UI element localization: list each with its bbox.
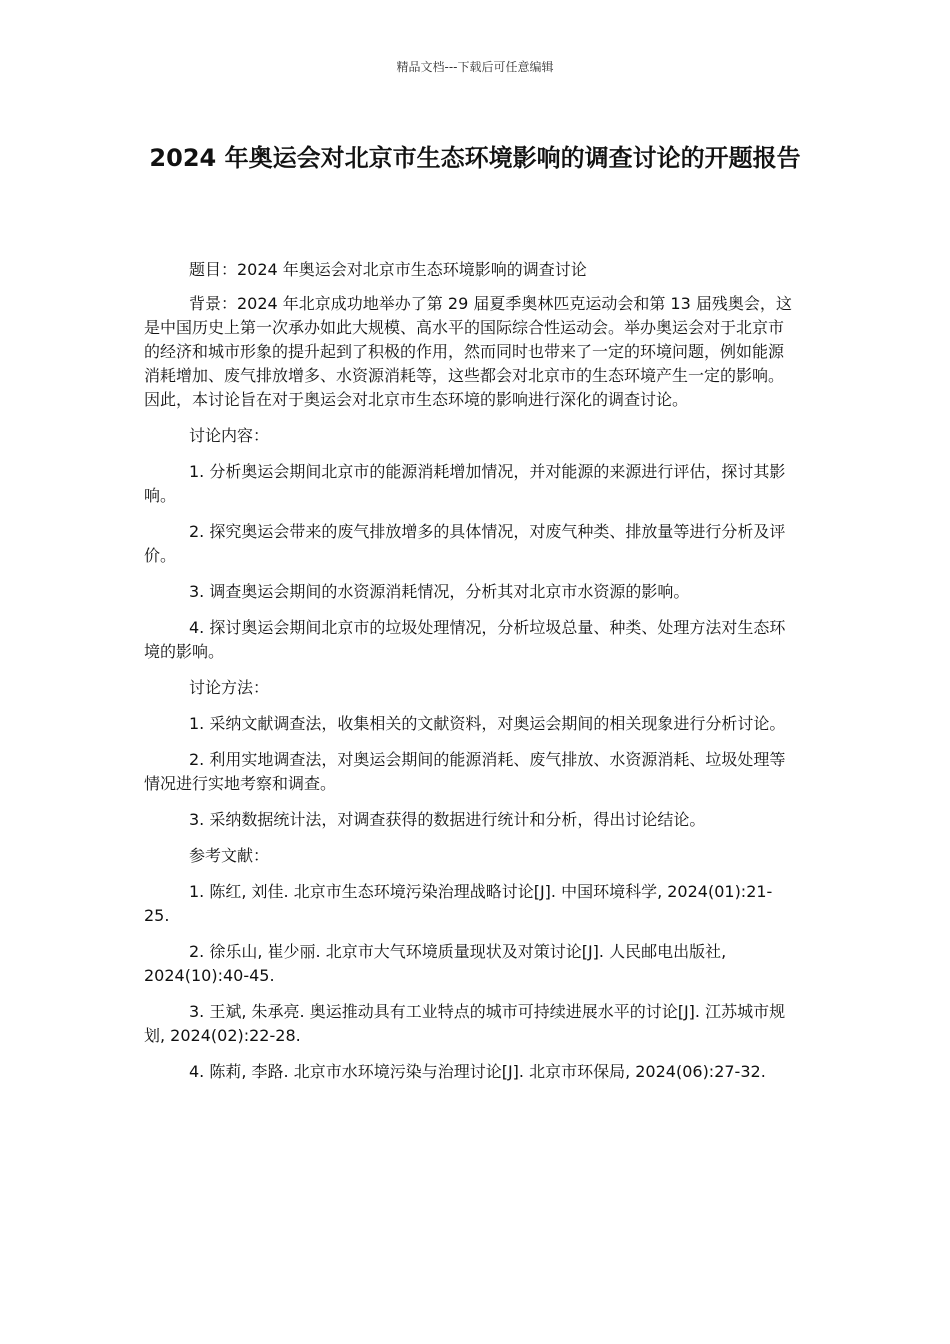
method-heading: 讨论方法： xyxy=(189,678,270,697)
content-item: 2. 探究奥运会带来的废气排放增多的具体情况，对废气种类、排放量等进行分析及评价。 xyxy=(144,522,786,565)
header-note: 精品文档---下载后可任意编辑 xyxy=(396,60,554,74)
background-paragraph: 背景：2024 年北京成功地举办了第 29 届夏季奥林匹克运动会和第 13 届残奥会，这是中国历史上第一次承办如此大规模、高水平的国际综合性运动会。举办奥运会对于北京市的经济和城市形象的提升起到了积极的作用，然而同时也带来了一定的环境问题，例如能源消耗增加、废气排放增多、水资源消耗等，这些都会对北京市的生态环境产生一定的影响。因此，本讨论旨在对于奥运会对北京市生态环境的影响进行深化的调查讨论。 xyxy=(144,294,792,409)
content-item: 3. 调查奥运会期间的水资源消耗情况，分析其对北京市水资源的影响。 xyxy=(189,582,690,601)
content-item: 4. 探讨奥运会期间北京市的垃圾处理情况，分析垃圾总量、种类、处理方法对生态环境的影响。 xyxy=(144,618,786,661)
reference-item: 3. 王斌, 朱承亮. 奥运推动具有工业特点的城市可持续进展水平的讨论[J]. 江苏城市规划, 2024(02):22-28. xyxy=(144,1002,786,1045)
content-heading: 讨论内容： xyxy=(189,426,270,445)
document-title: 2024 年奥运会对北京市生态环境影响的调查讨论的开题报告 xyxy=(149,144,801,172)
references-heading: 参考文献： xyxy=(189,846,270,865)
reference-item: 4. 陈莉, 李路. 北京市水环境污染与治理讨论[J]. 北京市环保局, 2024(06):27-32. xyxy=(189,1062,766,1081)
method-item: 1. 采纳文献调查法，收集相关的文献资料，对奥运会期间的相关现象进行分析讨论。 xyxy=(189,714,786,733)
reference-item: 2. 徐乐山, 崔少丽. 北京市大气环境质量现状及对策讨论[J]. 人民邮电出版社, 2024(10):40-45. xyxy=(144,942,727,985)
document-body xyxy=(144,258,794,1096)
method-item: 3. 采纳数据统计法，对调查获得的数据进行统计和分析，得出讨论结论。 xyxy=(189,810,706,829)
reference-item: 1. 陈红, 刘佳. 北京市生态环境污染治理战略讨论[J]. 中国环境科学, 2024(01):21-25. xyxy=(144,882,773,925)
topic-paragraph: 题目：2024 年奥运会对北京市生态环境影响的调查讨论 xyxy=(189,260,587,279)
content-item: 1. 分析奥运会期间北京市的能源消耗增加情况，并对能源的来源进行评估，探讨其影响。 xyxy=(144,462,786,505)
method-item: 2. 利用实地调查法，对奥运会期间的能源消耗、废气排放、水资源消耗、垃圾处理等情况进行实地考察和调查。 xyxy=(144,750,786,793)
